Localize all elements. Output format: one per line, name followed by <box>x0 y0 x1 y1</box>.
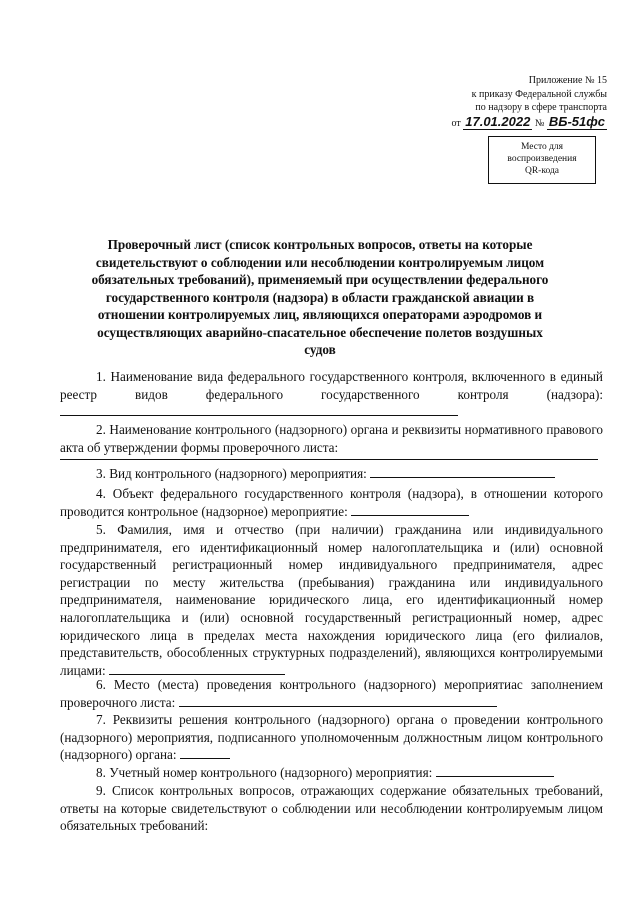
item-2-text: 2. Наименование контрольного (надзорного) органа и реквизиты нормативного правового акта об утверждении формы проверочного листа: <box>60 422 603 455</box>
number-prefix: № <box>534 117 545 129</box>
qr-label-2: воспроизведения <box>507 154 577 164</box>
item-7 <box>60 711 603 764</box>
item-8-text: 8. Учетный номер контрольного (надзорного) мероприятия: <box>96 765 433 780</box>
item-3-text: 3. Вид контрольного (надзорного) мероприятия: <box>96 466 367 481</box>
item-1-blank <box>60 403 458 416</box>
date-prefix: от <box>451 117 461 129</box>
item-4-blank <box>351 503 469 516</box>
item-5-blank <box>109 662 285 675</box>
appendix-date-line <box>407 115 607 131</box>
document-title: Проверочный лист (список контрольных вопросов, ответы на которые свидетельствуют о соблюдении или несоблюдении контролируемым лицом обязательных требований), применяемый при осуществлении федерального государственного контроля (надзора) в области гражданской авиации в отношении контролируемых лиц, являющихся операторами аэродромов и осуществляющих аварийно-спасательное обеспечение полетов воздушных судов <box>91 237 549 357</box>
appendix-line-2: к приказу Федеральной службы <box>471 88 607 100</box>
item-8 <box>60 764 603 782</box>
item-1 <box>60 368 603 421</box>
item-9 <box>60 782 603 835</box>
item-1-text: 1. Наименование вида федерального государственного контроля, включенного в единый реестр видов федерального государственного контроля (надзора): <box>60 369 603 402</box>
item-9-text: 9. Список контрольных вопросов, отражающих содержание обязательных требований, ответы на которые свидетельствуют о соблюдении или несоблюдении контролируемым лицом обязательных требований: <box>60 783 603 834</box>
item-5 <box>60 521 603 679</box>
item-7-blank <box>180 746 230 759</box>
handwritten-date: 17.01.2022 <box>465 113 531 129</box>
handwritten-number: ВБ-51фс <box>548 113 605 129</box>
item-3 <box>60 465 603 483</box>
item-2-blank <box>60 459 598 460</box>
qr-label-1: Место для <box>520 142 564 152</box>
item-4-text: 4. Объект федерального государственного контроля (надзора), в отношении которого проводится контрольное (надзорное) мероприятие: <box>60 486 603 519</box>
item-3-blank <box>370 465 555 478</box>
appendix-header <box>407 74 607 130</box>
item-6-text: 6. Место (места) проведения контрольного (надзорного) мероприятиас заполнением проверочного листа: <box>60 677 603 710</box>
qr-code-placeholder <box>488 136 596 184</box>
item-6 <box>60 676 603 711</box>
item-4 <box>60 485 603 520</box>
qr-label-3: QR-кода <box>524 166 560 176</box>
item-5-text: 5. Фамилия, имя и отчество (при наличии) гражданина или индивидуального предпринимателя, его идентификационный номер налогоплательщика и (или) основной государственный регистрационный номер индивидуального предпринимателя, адрес регистрации по месту жительства (пребывания) гражданина или индивидуального предпринимателя, наименование юридического лица, его идентификационный номер налогоплательщика и (или) основной государственный регистрационный номер, адрес юридического лица в пределах места нахождения юридического лица (его филиалов, представительств, обособленных структурных подразделений), являющихся контролируемыми лицами: <box>60 522 603 678</box>
item-8-blank <box>436 764 554 777</box>
appendix-line-3: по надзору в сфере транспорта <box>475 102 607 113</box>
appendix-line-1: Приложение № 15 <box>528 75 607 86</box>
item-6-blank <box>179 694 497 707</box>
item-2 <box>60 421 603 456</box>
item-7-text: 7. Реквизиты решения контрольного (надзорного) органа о проведении контрольного (надзорного) мероприятия, подписанного уполномоченным должностным лицом контрольного (надзорного) органа: <box>60 712 603 763</box>
